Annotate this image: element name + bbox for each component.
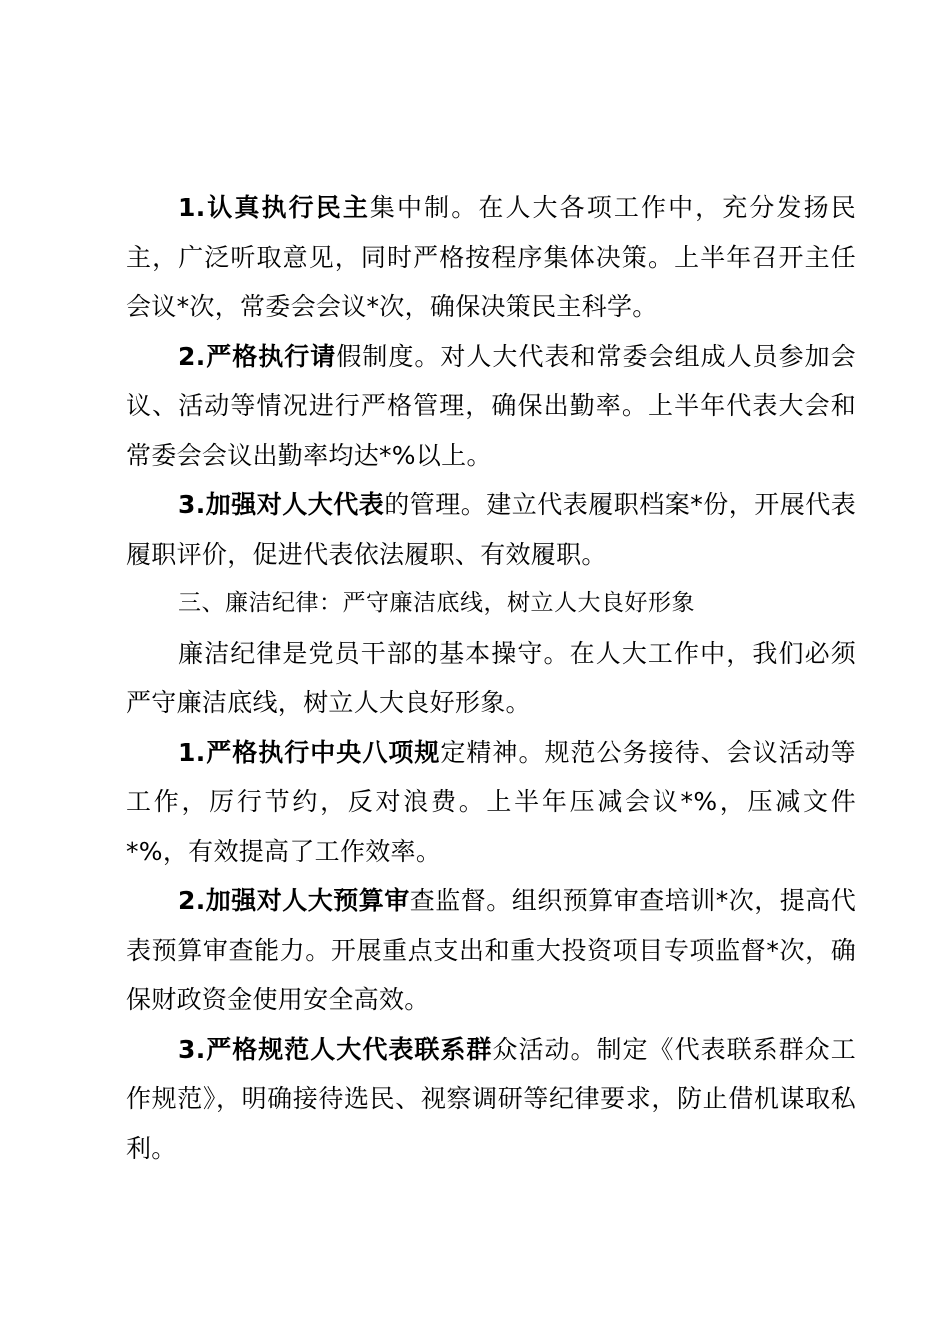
paragraph-1 bbox=[126, 183, 856, 332]
paragraph-3 bbox=[126, 480, 856, 579]
paragraph-2 bbox=[126, 332, 856, 481]
paragraph-5 bbox=[126, 876, 856, 1025]
paragraph-1-lead: 1.认真执行民主 bbox=[178, 193, 370, 222]
paragraph-4-text: 定精神。规范公务接待、会议活动等工作，厉行节约，反对浪费。上半年压减会议*%，压减文件*%，有效提高了工作效率。 bbox=[126, 737, 856, 866]
paragraph-4 bbox=[126, 728, 856, 877]
paragraph-3-lead: 3.加强对人大代表 bbox=[178, 490, 385, 519]
paragraph-5-text: 查监督。组织预算审查培训*次，提高代表预算审查能力。开展重点支出和重大投资项目专项监督*次，确保财政资金使用安全高效。 bbox=[126, 886, 856, 1014]
section-heading: 三、廉洁纪律：严守廉洁底线，树立人大良好形象 bbox=[178, 590, 695, 616]
paragraph-3-text: 的管理。建立代表履职档案*份，开展代表履职评价，促进代表依法履职、有效履职。 bbox=[126, 490, 857, 569]
paragraph-5-lead: 2.加强对人大预算审 bbox=[178, 886, 410, 915]
paragraph-1-text: 集中制。在人大各项工作中，充分发扬民主，广泛听取意见，同时严格按程序集体决策。上半年召开主任会议*次，常委会会议*次，确保决策民主科学。 bbox=[126, 193, 856, 321]
paragraph-4-lead: 1.严格执行中央八项规 bbox=[178, 737, 441, 767]
paragraph-6-text: 众活动。制定《代表联系群众工作规范》，明确接待选民、视察调研等纪律要求，防止借机谋取私利。 bbox=[126, 1034, 856, 1163]
paragraph-6 bbox=[126, 1025, 856, 1174]
paragraph-2-text: 假制度。对人大代表和常委会组成人员参加会议、活动等情况进行严格管理，确保出勤率。上半年代表大会和常委会会议出勤率均达*%以上。 bbox=[126, 341, 856, 470]
section-intro: 廉洁纪律是党员干部的基本操守。在人大工作中，我们必须严守廉洁底线，树立人大良好形象。 bbox=[126, 638, 856, 717]
paragraph-2-lead: 2.严格执行请 bbox=[178, 341, 337, 371]
paragraph-6-lead: 3.严格规范人大代表联系群 bbox=[178, 1034, 493, 1064]
document-body bbox=[126, 183, 856, 1173]
